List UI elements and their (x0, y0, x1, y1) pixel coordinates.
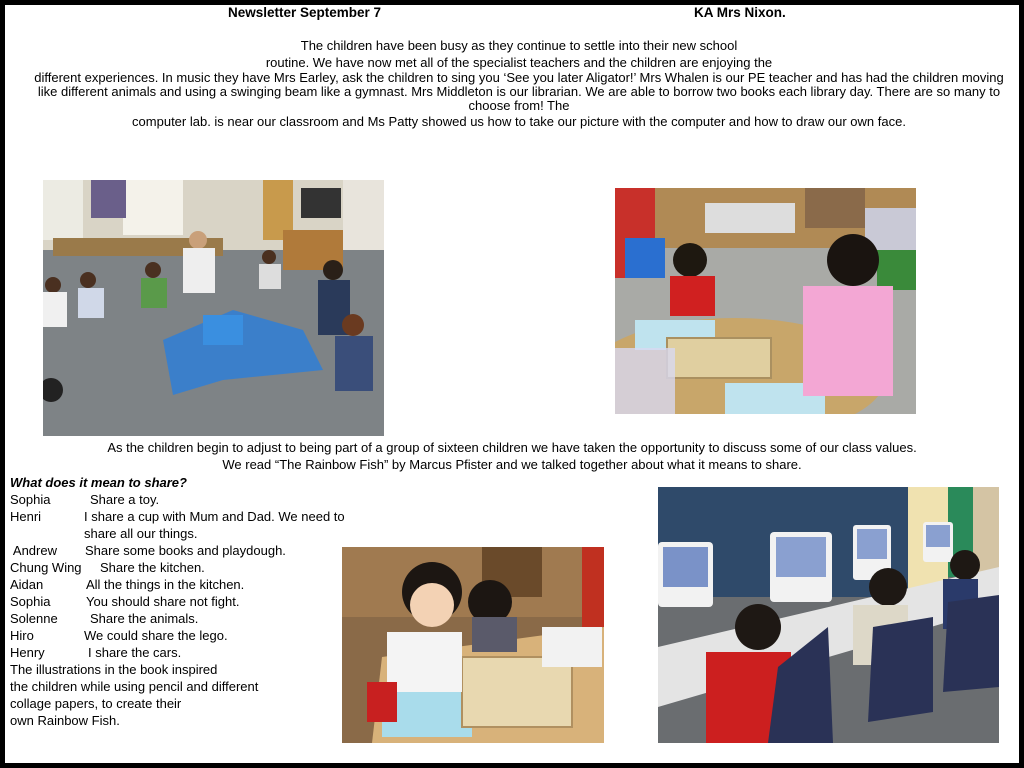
child-answer: share all our things. (84, 526, 198, 541)
child-name: Chung Wing (10, 560, 82, 575)
values-line-2: We read “The Rainbow Fish” by Marcus Pfister and we talked together about what it means to share. (222, 457, 802, 472)
answer-row (10, 610, 380, 627)
music-class-photo (43, 180, 384, 436)
child-answer: I share a cup with Mum and Dad. We need to (84, 509, 345, 524)
child-name: Henri (10, 509, 42, 524)
answer-row (10, 559, 380, 576)
intro-line-3: different experiences. In music they have Mrs Earley, ask the children to sing you ‘See you later Aligator!’ Mrs Whalen is our PE teacher and has had the children moving like different animals and using a swinging beam like a gymnast. Mrs Middleton is our librarian. We are able to borrow two books each library day. There are so many to choose from! The (34, 70, 1004, 113)
library-craft-photo (615, 188, 916, 414)
child-name: Andrew (10, 543, 57, 558)
answer-row (10, 627, 380, 644)
answer-row (10, 525, 380, 542)
answer-row (10, 593, 380, 610)
intro-line-4: computer lab. is near our classroom and Ms Patty showed us how to take our picture with the computer and how to draw our own face. (132, 114, 906, 129)
child-answer: We could share the lego. (84, 628, 228, 643)
closing-line: the children while using pencil and different (10, 679, 259, 694)
child-name: Solenne (10, 611, 58, 626)
closing-line: The illustrations in the book inspired (10, 662, 218, 677)
newsletter-title: Newsletter September 7 (228, 5, 382, 20)
child-answer: Share the animals. (90, 611, 199, 626)
child-name: Hiro (10, 628, 34, 643)
intro-line-1: The children have been busy as they continue to settle into their new school (300, 38, 738, 53)
sharing-question: What does it mean to share? (10, 475, 187, 490)
child-answer: Share some books and playdough. (85, 543, 286, 558)
intro-line-2: routine. We have now met all of the specialist teachers and the children are enjoying the (265, 55, 773, 70)
answer-row (10, 542, 380, 559)
closing-line: own Rainbow Fish. (10, 713, 120, 728)
intro-paragraph (33, 37, 1005, 130)
class-name: KA Mrs Nixon. (694, 5, 786, 20)
child-answer: I share the cars. (88, 645, 182, 660)
child-name (10, 525, 84, 542)
answer-row (10, 644, 380, 661)
child-answer: You should share not fight. (86, 594, 240, 609)
answer-row (10, 508, 380, 525)
answer-row (10, 576, 380, 593)
child-name: Aidan (10, 577, 44, 592)
values-line-1: As the children begin to adjust to being part of a group of sixteen children we have taken the opportunity to discuss some of our class values. (107, 440, 917, 455)
child-name: Sophia (10, 594, 51, 609)
rainbow-fish-craft-photo (342, 547, 604, 743)
computer-lab-photo (658, 487, 999, 743)
child-name: Henry (10, 645, 45, 660)
child-name: Sophia (10, 492, 51, 507)
closing-line: collage papers, to create their (10, 696, 182, 711)
newsletter-page (5, 5, 1019, 763)
sharing-section (10, 474, 380, 729)
child-answer: Share a toy. (90, 492, 160, 507)
child-answer: All the things in the kitchen. (86, 577, 245, 592)
child-answer: Share the kitchen. (100, 560, 205, 575)
answer-row (10, 491, 380, 508)
